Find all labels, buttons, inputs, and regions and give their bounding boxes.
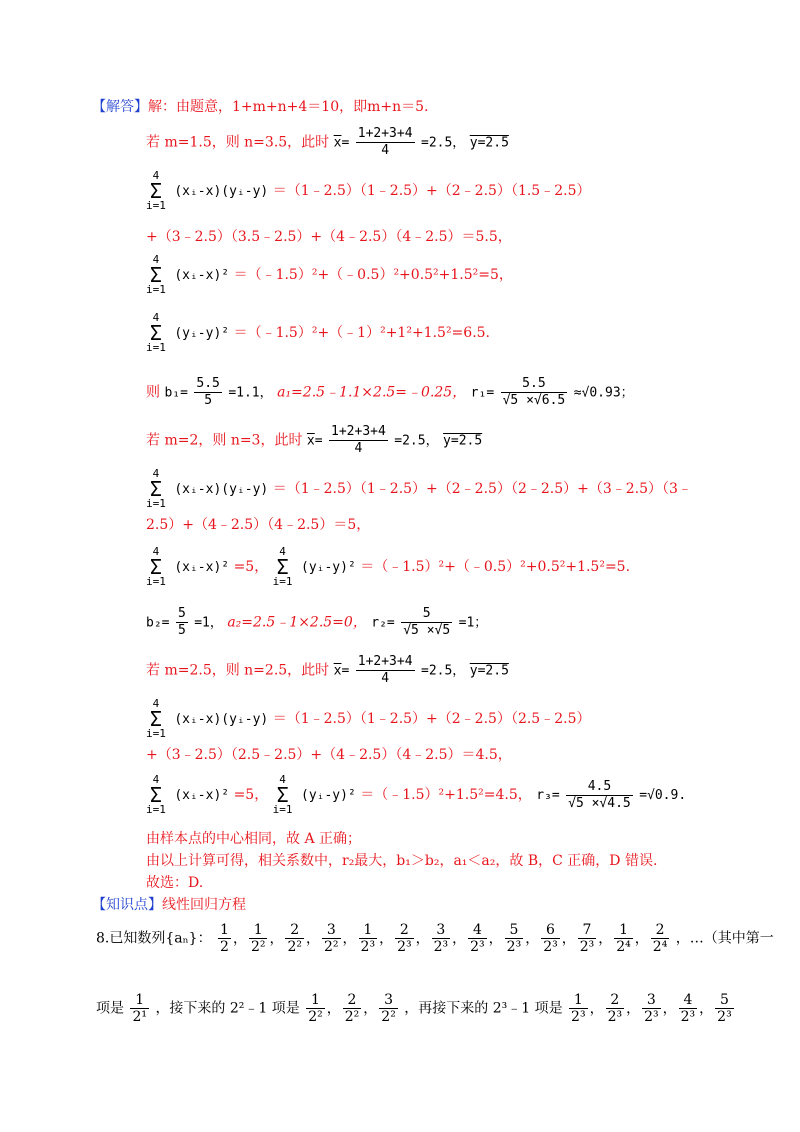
case1-r-value: ≈√0.93； — [573, 385, 634, 401]
case2-b-lhs: b₂= — [146, 615, 170, 631]
sequence-term: $\frac{4}{\text{2³}}$ — [470, 922, 485, 955]
sequence-term: $\frac{3}{\text{2²}}$ — [381, 992, 396, 1025]
sum-term-yy: (yᵢ-y)² — [174, 326, 230, 341]
case3-sum-xx-yy-line — [146, 774, 686, 816]
case3-xbar-value: =2.5， — [421, 663, 466, 679]
sequence-term: $\frac{2}{\text{2³}}$ — [397, 922, 412, 955]
case2-ybar: y=2.5 — [443, 433, 483, 449]
case1-a-text: a₁=2.5﹣1.1×2.5=﹣0.25， — [277, 384, 467, 401]
sequence-term: $\frac{2}{\text{2⁴}}$ — [652, 922, 668, 955]
case3-sum-xy-line — [146, 698, 590, 740]
conclusion-line-3: 故选：D. — [146, 875, 204, 891]
q8-sequence: $\frac{1}{2}$ ， $\frac{1}{\text{2²}}$ ， $\frac{2}{\text{2²}}$ ， $\frac{3}{\text{2²}}$ ， $\frac{1}{\text{2³}}$ ， $\frac{2}{\text{2³}}$ ， $\frac{3}{\text{2³}}$ ， $\frac{4}{\text{2³}}$ ， $\frac{5}{\text{2³}}$ ， $\frac{6}{\text{2³}}$ ， $\frac{7}{\text{2³}}$ ， $\frac{1}{\text{2⁴}}$ ， $\frac{2}{\text{2⁴}}$ — [220, 922, 668, 955]
case2-sum-xx-yy-line — [146, 546, 630, 588]
sequence-term: $\frac{1}{\text{2²}}$ — [308, 992, 323, 1025]
sigma-symbol: 4 Σ i=1 — [146, 773, 166, 816]
sigma-symbol: 4 Σ i=1 — [272, 773, 293, 816]
q8-set-1: $\frac{1}{\text{2²}}$ ， $\frac{2}{\text{2²}}$ ， $\frac{3}{\text{2²}}$ — [308, 992, 396, 1025]
sum-term-xx: (xᵢ-x)² — [174, 788, 230, 803]
case1-xbar-fraction: $\frac{1+2+3+4}{4}$ — [357, 126, 413, 158]
case1-sum-xx-line — [146, 254, 513, 296]
case2-a-text: a₂=2.5﹣1×2.5=0， — [227, 614, 367, 631]
sequence-term: $\frac{1}{2}$ — [220, 922, 229, 955]
sequence-term: $\frac{2}{\text{2²}}$ — [344, 992, 360, 1025]
case1-b-prefix: 则 — [146, 384, 165, 401]
sum-term-xx: (xᵢ-x)² — [174, 560, 230, 575]
sequence-term: $\frac{3}{\text{2²}}$ — [324, 922, 339, 955]
sequence-term: $\frac{2}{\text{2²}}$ — [287, 922, 303, 955]
case1-sum-xy-line — [146, 170, 590, 212]
case2-intro-line: 若 m=2，则 n=3，此时 $\overline{x}=$ $\frac{1+2+3+4}{4}$ =2.5， y=2.5 — [146, 424, 483, 456]
case2-b-value: =1， — [194, 615, 223, 631]
case1-xbar-value: =2.5， — [421, 135, 466, 151]
case3-r-lhs: r₃= — [536, 788, 560, 803]
q8-suffix: ，…（其中第一 — [675, 930, 774, 947]
case2-b-fraction: $\frac{5}{5}$ — [177, 606, 186, 638]
case3-sum-xy-b: +（3﹣2.5）（2.5﹣2.5）+（4﹣2.5）（4﹣2.5）＝4.5， — [146, 747, 512, 763]
case2-coef-line — [146, 606, 487, 639]
case2-sum-xx: =5， — [233, 559, 269, 575]
conclusion-line-2: 由以上计算可得，相关系数中，r₂最大，b₁＞b₂，a₁＜a₂，故 B，C 正确，D 错误. — [146, 853, 658, 869]
case1-sum-yy: ＝（﹣1.5）²+（﹣1）²+1²+1.5²=6.5. — [233, 325, 491, 341]
sequence-term: $\frac{4}{\text{2³}}$ — [680, 992, 696, 1025]
sigma-symbol: 4 Σ i=1 — [146, 169, 166, 212]
sequence-term: $\frac{5}{\text{2³}}$ — [717, 992, 732, 1025]
sum-term-xy: (xᵢ-x)(yᵢ-y) — [174, 712, 269, 727]
sequence-term: $\frac{1}{\text{2³}}$ — [571, 992, 586, 1025]
sum-term-xy: (xᵢ-x)(yᵢ-y) — [174, 184, 269, 199]
knowledge-line — [92, 896, 246, 914]
case1-intro-line: 若 m=1.5，则 n=3.5，此时 $\overline{x}=$ $\frac{1+2+3+4}{4}$ =2.5， y=2.5 — [146, 126, 509, 158]
case2-sum-xy-b: 2.5）+（4﹣2.5）（4﹣2.5）＝5， — [146, 517, 371, 533]
case3-r-value: =√0.9. — [639, 788, 687, 803]
knowledge-label: 【知识点】 — [92, 897, 162, 913]
case1-intro: 若 m=1.5，则 n=3.5，此时 — [146, 134, 330, 151]
sum-term-xy: (xᵢ-x)(yᵢ-y) — [174, 482, 269, 497]
case1-sum-yy-line — [146, 312, 490, 354]
sigma-symbol: 4 Σ i=1 — [146, 311, 166, 354]
case1-r-fraction: $\frac{5.5}{√5 \times√6.5}$ — [502, 376, 566, 408]
case1-r-lhs: r₁= — [470, 385, 495, 401]
conclusion-line-1: 由样本点的中心相同，故 A 正确； — [146, 831, 362, 847]
q8-l2-c: ，再接下来的 2³﹣1 项是 — [404, 1000, 563, 1017]
case2-r-fraction: $\frac{5}{√5 \times√5}$ — [403, 606, 451, 638]
q8-line-1 — [96, 922, 774, 955]
sum-term-yy: (yᵢ-y)² — [301, 788, 356, 803]
sigma-symbol: 4 Σ i=1 — [146, 467, 166, 510]
q8-l2-a: 项是 — [96, 1000, 124, 1017]
case3-r-fraction: $\frac{4.5}{√5 \times√4.5}$ — [568, 778, 631, 811]
case3-sum-xy-a: ＝（1﹣2.5）（1﹣2.5）+（2﹣2.5）（2.5﹣2.5） — [272, 711, 591, 727]
case1-sum-xy-b: +（3﹣2.5）（3.5﹣2.5）+（4﹣2.5）（4﹣2.5）＝5.5， — [146, 229, 512, 245]
sigma-symbol: 4 Σ i=1 — [146, 697, 166, 740]
q8-prefix: 8.已知数列{aₙ}： — [96, 930, 212, 947]
case2-sum-yy: ＝（﹣1.5）²+（﹣0.5）²+0.5²+1.5²=5. — [360, 559, 631, 575]
xbar-symbol: $\overline{x}$ — [333, 663, 342, 679]
answer-header-line — [92, 98, 429, 116]
q8-first-term — [128, 992, 151, 1025]
sequence-term: $\frac{3}{\text{2³}}$ — [644, 992, 659, 1025]
sequence-term: $\frac{1}{\text{2¹}}$ — [132, 992, 147, 1025]
case3-sum-yy: ＝（﹣1.5）²+1.5²=4.5， — [360, 787, 532, 803]
sigma-symbol: 4 Σ i=1 — [272, 545, 293, 588]
case3-intro: 若 m=2.5，则 n=2.5，此时 — [146, 662, 330, 679]
sum-term-yy: (yᵢ-y)² — [301, 560, 356, 575]
case2-sum-xy-line — [146, 468, 692, 510]
case1-sum-xy-a: ＝（1﹣2.5）（1﹣2.5）+（2﹣2.5）（1.5﹣2.5） — [272, 183, 591, 199]
case1-sum-xx: ＝（﹣1.5）²+（﹣0.5）²+0.5²+1.5²=5， — [233, 267, 513, 283]
case2-intro: 若 m=2，则 n=3，此时 — [146, 432, 303, 449]
case3-sum-xx: =5， — [233, 787, 269, 803]
xbar-symbol: $\overline{x}$ — [306, 433, 315, 449]
case3-ybar: y=2.5 — [469, 663, 509, 679]
case3-intro-line: 若 m=2.5，则 n=2.5，此时 $\overline{x}=$ $\frac{1+2+3+4}{4}$ =2.5， y=2.5 — [146, 654, 509, 686]
case1-b-lhs: b₁= — [164, 385, 188, 401]
case2-r-lhs: r₂= — [371, 615, 395, 631]
xbar-symbol: $\overline{x}$ — [333, 135, 342, 151]
case3-xbar-fraction: $\frac{1+2+3+4}{4}$ — [357, 654, 413, 686]
case1-b-fraction: $\frac{5.5}{5}$ — [196, 376, 220, 408]
sigma-symbol: 4 Σ i=1 — [146, 253, 166, 296]
sequence-term: $\frac{5}{\text{2³}}$ — [506, 922, 522, 955]
case1-coef-line — [146, 376, 634, 409]
case2-sum-xy-a: ＝（1﹣2.5）（1﹣2.5）+（2﹣2.5）（2﹣2.5）+（3﹣2.5）（3﹣ — [272, 481, 692, 497]
sequence-term: $\frac{1}{\text{2⁴}}$ — [616, 922, 631, 955]
case1-b-value: =1.1， — [228, 385, 273, 401]
q8-l2-b: ，接下来的 2²﹣1 项是 — [155, 1000, 300, 1017]
case2-xbar-value: =2.5， — [394, 433, 439, 449]
sequence-term: $\frac{6}{\text{2³}}$ — [543, 922, 558, 955]
sigma-symbol: 4 Σ i=1 — [146, 545, 166, 588]
sequence-term: $\frac{1}{\text{2²}}$ — [250, 922, 266, 955]
sequence-term: $\frac{3}{\text{2³}}$ — [433, 922, 449, 955]
answer-label: 【解答】 — [92, 99, 148, 115]
case2-xbar-fraction: $\frac{1+2+3+4}{4}$ — [331, 424, 386, 456]
answer-intro: 解：由题意，1+m+n+4＝10，即m+n＝5. — [148, 99, 429, 115]
case1-ybar: y=2.5 — [469, 135, 509, 151]
q8-set-2: $\frac{1}{\text{2³}}$ ， $\frac{2}{\text{2³}}$ ， $\frac{3}{\text{2³}}$ ， $\frac{4}{\text{2³}}$ ， $\frac{5}{\text{2³}}$ — [571, 992, 732, 1025]
sequence-term: $\frac{1}{\text{2³}}$ — [360, 922, 376, 955]
q8-line-2 — [96, 992, 736, 1025]
sum-term-xx: (xᵢ-x)² — [174, 268, 230, 283]
case2-r-value: =1； — [458, 615, 488, 631]
sequence-term: $\frac{7}{\text{2³}}$ — [579, 922, 595, 955]
knowledge-text: 线性回归方程 — [162, 897, 246, 913]
sequence-term: $\frac{2}{\text{2³}}$ — [607, 992, 623, 1025]
